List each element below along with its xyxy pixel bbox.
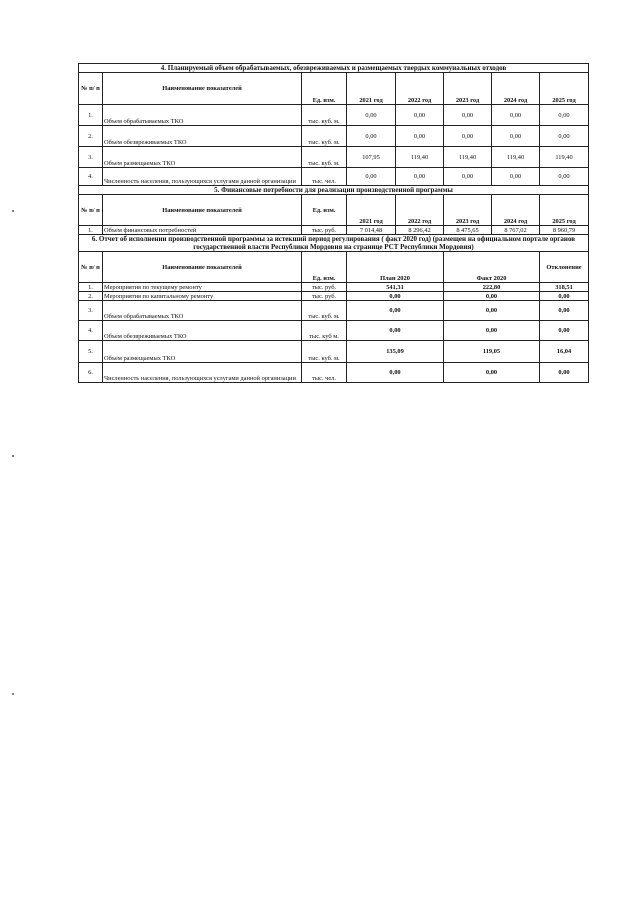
header-year: 2025 год xyxy=(540,195,589,226)
header-year: 2024 год xyxy=(492,195,540,226)
header-name: Наименование показателей xyxy=(103,73,302,105)
table-row xyxy=(79,105,589,126)
row-deviation: 16,04 xyxy=(540,341,589,363)
section6-header-row xyxy=(79,252,589,283)
row-value: 119,40 xyxy=(540,147,589,168)
row-num: 1. xyxy=(79,105,103,126)
row-value: 7 014,48 xyxy=(347,226,396,235)
header-fact: Факт 2020 xyxy=(444,252,540,283)
row-fact: 222,80 xyxy=(444,283,540,292)
row-value: 0,00 xyxy=(347,168,396,186)
row-value: 0,00 xyxy=(347,105,396,126)
table-row xyxy=(79,126,589,147)
row-unit: тыс. куб. м. xyxy=(302,126,347,147)
row-num: 5. xyxy=(79,341,103,363)
row-plan: 0,00 xyxy=(347,301,444,321)
row-value: 8 767,02 xyxy=(492,226,540,235)
row-value: 119,40 xyxy=(444,147,492,168)
table-row xyxy=(79,341,589,363)
section5-title: 5. Финансовые потребности для реализации производственной программы xyxy=(79,186,589,195)
row-value: 8 960,79 xyxy=(540,226,589,235)
row-unit: тыс. куб. м. xyxy=(302,147,347,168)
row-unit: тыс. куб. м. xyxy=(302,105,347,126)
row-value: 0,00 xyxy=(444,105,492,126)
table-row xyxy=(79,301,589,321)
row-name: Численность населения, пользующихся услугами данной организации xyxy=(103,363,302,383)
section4-title-row xyxy=(79,64,589,73)
row-name: Мероприятия по текущему ремонту xyxy=(103,283,302,292)
row-unit: тыс. чел. xyxy=(302,168,347,186)
row-unit: тыс. куб. м. xyxy=(302,341,347,363)
header-year: 2023 год xyxy=(444,73,492,105)
header-deviation: Отклонение xyxy=(540,252,589,283)
section6-title-row xyxy=(79,235,589,252)
row-value: 0,00 xyxy=(396,105,444,126)
row-num: 1. xyxy=(79,283,103,292)
header-year: 2021 год xyxy=(347,195,396,226)
row-value: 0,00 xyxy=(540,105,589,126)
header-num: № п/ п xyxy=(79,252,103,283)
row-num: 6. xyxy=(79,363,103,383)
row-value: 8 475,65 xyxy=(444,226,492,235)
scan-dot xyxy=(12,210,14,212)
row-deviation: 318,51 xyxy=(540,283,589,292)
row-name: Объем обрабатываемых ТКО xyxy=(103,105,302,126)
row-num: 4. xyxy=(79,168,103,186)
header-name: Наименование показателей xyxy=(103,252,302,283)
header-unit: Ед. изм. xyxy=(302,73,347,105)
table-row xyxy=(79,283,589,292)
row-deviation: 0,00 xyxy=(540,292,589,301)
row-value: 119,40 xyxy=(492,147,540,168)
row-num: 3. xyxy=(79,301,103,321)
table-row xyxy=(79,363,589,383)
section5-title-row xyxy=(79,186,589,195)
table-row xyxy=(79,292,589,301)
row-unit: тыс. руб. xyxy=(302,283,347,292)
report-table xyxy=(78,63,589,383)
row-fact: 0,00 xyxy=(444,321,540,341)
row-value: 0,00 xyxy=(347,126,396,147)
row-fact: 0,00 xyxy=(444,301,540,321)
row-unit: тыс. куб. м. xyxy=(302,301,347,321)
row-num: 4. xyxy=(79,321,103,341)
header-unit: Ед. изм. xyxy=(302,195,347,226)
row-unit: тыс. руб. xyxy=(302,226,347,235)
header-num: № п/ п xyxy=(79,73,103,105)
row-num: 1. xyxy=(79,226,103,235)
row-plan: 135,09 xyxy=(347,341,444,363)
row-value: 0,00 xyxy=(396,126,444,147)
row-name: Объем обезвреживаемых ТКО xyxy=(103,126,302,147)
row-name: Объем размещаемых ТКО xyxy=(103,147,302,168)
row-value: 8 296,42 xyxy=(396,226,444,235)
table-row xyxy=(79,226,589,235)
row-plan: 0,00 xyxy=(347,363,444,383)
row-fact: 0,00 xyxy=(444,292,540,301)
row-num: 2. xyxy=(79,126,103,147)
header-unit: Ед. изм. xyxy=(302,252,347,283)
row-value: 0,00 xyxy=(444,168,492,186)
row-deviation: 0,00 xyxy=(540,301,589,321)
header-year: 2022 год xyxy=(396,73,444,105)
row-name: Мероприятия по капитальному ремонту xyxy=(103,292,302,301)
section5-header-row xyxy=(79,195,589,226)
row-name: Объем обезвреживаемых ТКО xyxy=(103,321,302,341)
document-page xyxy=(78,63,588,383)
row-name: Объем обрабатываемых ТКО xyxy=(103,301,302,321)
row-value: 0,00 xyxy=(492,105,540,126)
table-row xyxy=(79,321,589,341)
row-deviation: 0,00 xyxy=(540,363,589,383)
row-value: 0,00 xyxy=(492,168,540,186)
row-plan: 541,31 xyxy=(347,283,444,292)
row-deviation: 0,00 xyxy=(540,321,589,341)
row-name: Численность населения, пользующихся услугами данной организации xyxy=(103,168,302,186)
row-value: 0,00 xyxy=(396,168,444,186)
section4-header-row xyxy=(79,73,589,105)
row-num: 3. xyxy=(79,147,103,168)
row-name: Объем финансовых потребностей xyxy=(103,226,302,235)
row-value: 0,00 xyxy=(444,126,492,147)
row-value: 107,95 xyxy=(347,147,396,168)
scan-dot xyxy=(12,455,14,457)
header-num: № п/ п xyxy=(79,195,103,226)
row-unit: тыс. руб. xyxy=(302,292,347,301)
row-num: 2. xyxy=(79,292,103,301)
row-unit: тыс. куб м. xyxy=(302,321,347,341)
section4-title: 4. Планируемый объем обрабатываемых, обезвреживаемых и размещаемых твердых коммунальных отходов xyxy=(79,64,589,73)
header-year: 2022 год xyxy=(396,195,444,226)
row-plan: 0,00 xyxy=(347,292,444,301)
header-plan: План 2020 xyxy=(347,252,444,283)
row-fact: 119,05 xyxy=(444,341,540,363)
row-value: 119,40 xyxy=(396,147,444,168)
table-row xyxy=(79,168,589,186)
section6-title: 6. Отчет об исполнении производственной программы за истекший период регулирования ( факт 2020 год) (размещен на официальном портале органов государственной власти Республики Мордовия на странице РСТ Республики Мордовия) xyxy=(79,235,589,252)
header-year: 2024 год xyxy=(492,73,540,105)
row-name: Объем размещаемых ТКО xyxy=(103,341,302,363)
header-year: 2025 год xyxy=(540,73,589,105)
row-value: 0,00 xyxy=(540,168,589,186)
header-year: 2023 год xyxy=(444,195,492,226)
row-unit: тыс. чел. xyxy=(302,363,347,383)
row-value: 0,00 xyxy=(492,126,540,147)
row-fact: 0,00 xyxy=(444,363,540,383)
header-name: Наименование показателей xyxy=(103,195,302,226)
row-plan: 0,00 xyxy=(347,321,444,341)
row-value: 0,00 xyxy=(540,126,589,147)
table-row xyxy=(79,147,589,168)
header-year: 2021 год xyxy=(347,73,396,105)
scan-dot xyxy=(12,693,14,695)
